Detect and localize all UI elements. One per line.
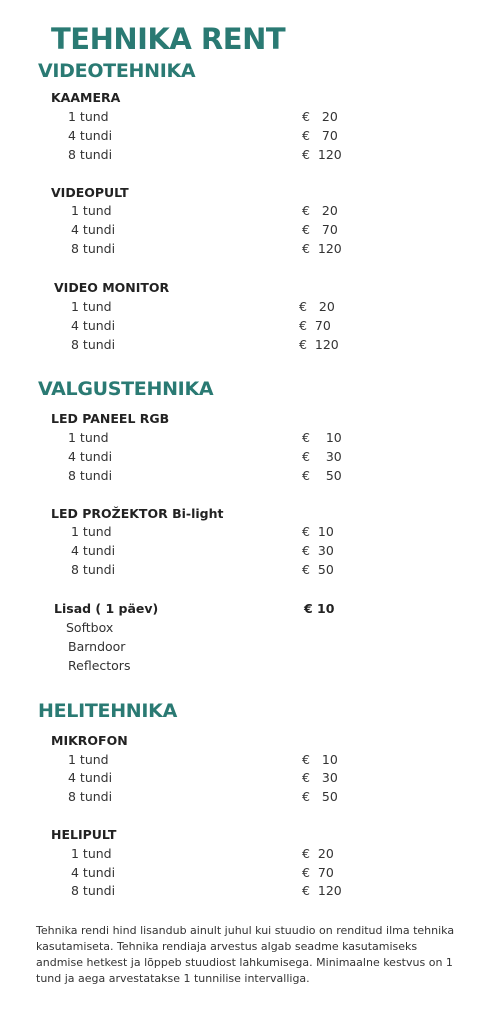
rate-label: 8 tundi: [68, 789, 113, 804]
rate-label: 8 tundi: [71, 883, 116, 898]
rate-label: 4 tundi: [71, 543, 116, 558]
item-title-kaamera: KAAMERA: [51, 90, 121, 105]
rate-label: 4 tundi: [68, 128, 113, 143]
section-title-light: VALGUSTEHNIKA: [38, 378, 214, 400]
rate-label: 8 tundi: [68, 468, 113, 483]
rate-price: € 10: [302, 430, 342, 445]
section-title-video: VIDEOTEHNIKA: [38, 60, 196, 82]
rate-label: 1 tund: [71, 524, 112, 539]
item-title-video-monitor: VIDEO MONITOR: [54, 280, 170, 295]
rate-label: 4 tundi: [71, 318, 116, 333]
rate-label: 8 tundi: [71, 562, 116, 577]
rate-label: 8 tundi: [71, 241, 116, 256]
rate-price: € 20: [299, 299, 335, 314]
addon-item: Softbox: [66, 620, 114, 635]
rate-price: € 30: [302, 449, 342, 464]
rate-price: € 120: [299, 337, 339, 352]
rate-label: 4 tundi: [71, 865, 116, 880]
page-title: TEHNIKA RENT: [51, 22, 286, 56]
addons-price: € 10: [304, 601, 335, 616]
rate-price: € 10: [302, 524, 334, 539]
rate-label: 1 tund: [68, 109, 109, 124]
rate-price: € 50: [302, 468, 342, 483]
item-title-mikrofon: MIKROFON: [51, 733, 128, 748]
rate-label: 4 tundi: [68, 770, 113, 785]
rate-price: € 120: [302, 883, 342, 898]
rate-label: 1 tund: [68, 430, 109, 445]
rate-price: € 30: [302, 543, 334, 558]
rate-price: € 50: [302, 562, 334, 577]
item-title-helipult: HELIPULT: [51, 827, 117, 842]
rate-price: € 10: [302, 752, 338, 767]
rate-price: € 70: [299, 318, 331, 333]
rate-price: € 30: [302, 770, 338, 785]
rate-price: € 120: [302, 147, 342, 162]
rate-label: 8 tundi: [68, 147, 113, 162]
rate-price: € 70: [302, 128, 338, 143]
rate-price: € 70: [302, 865, 334, 880]
footer-note: Tehnika rendi hind lisandub ainult juhul kui stuudio on renditud ilma tehnika kasutamiseta. Tehnika rendiaja arvestus algab seadme kasutamiseks andmise hetkest ja lõppeb stuudiost lahkumisega. Minimaalne kestvus on 1 tund ja aega arvestatakse 1 tunnilise intervalliga.: [36, 924, 455, 985]
rate-label: 8 tundi: [71, 337, 116, 352]
rate-label: 1 tund: [68, 752, 109, 767]
item-title-videopult: VIDEOPULT: [51, 185, 129, 200]
rate-price: € 20: [302, 203, 338, 218]
rate-label: 4 tundi: [71, 222, 116, 237]
addon-item: Barndoor: [68, 639, 126, 654]
addon-item: Reflectors: [68, 658, 131, 673]
addons-title: Lisad ( 1 päev): [54, 601, 159, 616]
rate-price: € 70: [302, 222, 338, 237]
rate-label: 1 tund: [71, 846, 112, 861]
rate-label: 4 tundi: [68, 449, 113, 464]
rate-price: € 120: [302, 241, 342, 256]
rate-price: € 20: [302, 846, 334, 861]
section-title-sound: HELITEHNIKA: [38, 700, 177, 722]
rate-price: € 50: [302, 789, 338, 804]
rate-label: 1 tund: [71, 203, 112, 218]
item-title-led-prozektor: LED PROŽEKTOR Bi-light: [51, 506, 224, 521]
rate-price: € 20: [302, 109, 338, 124]
rate-label: 1 tund: [71, 299, 112, 314]
item-title-led-paneel: LED PANEEL RGB: [51, 411, 170, 426]
